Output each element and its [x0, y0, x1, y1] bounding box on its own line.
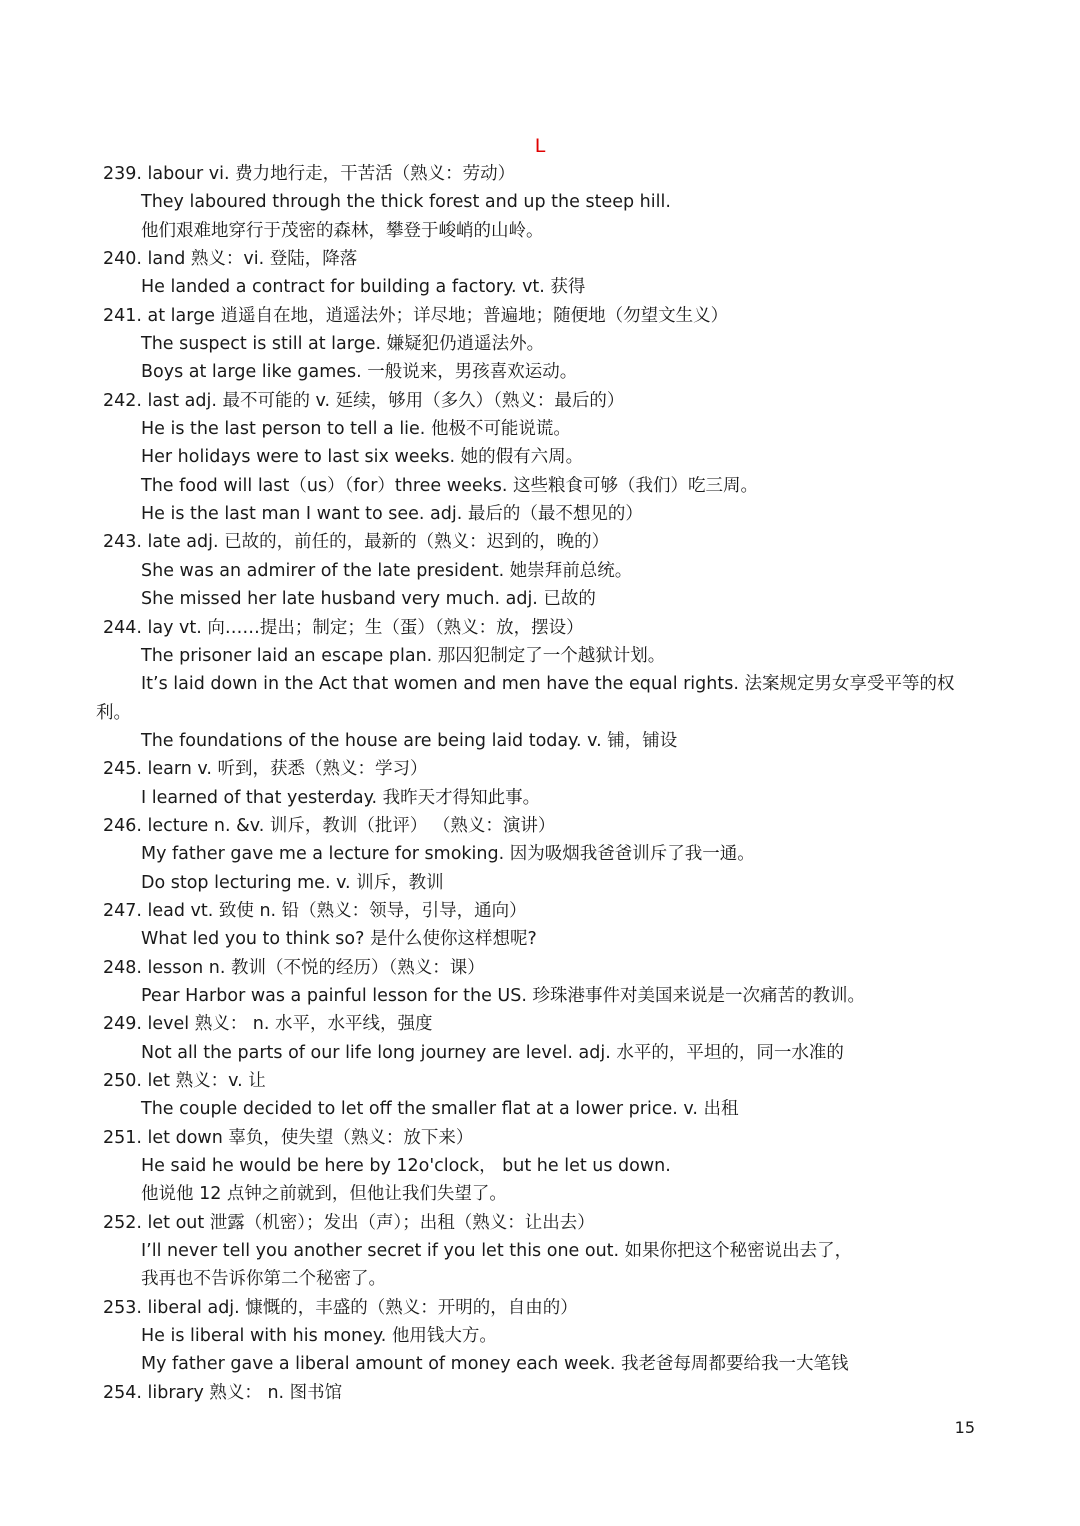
example-line: He is the last man I want to see. adj. 最后的（最不想见的） — [141, 504, 643, 525]
entry-line: 254. library 熟义： n. 图书馆 — [103, 1382, 343, 1403]
entry-line: 245. learn v. 听到，获悉（熟义：学习） — [103, 759, 428, 780]
vocabulary-list — [96, 160, 983, 1407]
example-line: The foundations of the house are being laid today. v. 铺，铺设 — [141, 730, 678, 751]
section-letter: L — [534, 135, 546, 157]
example-line: She was an admirer of the late president. 她崇拜前总统。 — [141, 560, 633, 581]
entry-line: 251. let down 辜负，使失望（熟义：放下来） — [103, 1127, 474, 1148]
example-line: Boys at large like games. 一般说来，男孩喜欢运动。 — [141, 362, 578, 383]
entry-line: 250. let 熟义：v. 让 — [103, 1071, 266, 1091]
example-line: The prisoner laid an escape plan. 那囚犯制定了一个越狱计划。 — [141, 645, 666, 666]
entry-line: 252. let out 泄露（机密）；发出（声）；出租（熟义：让出去） — [103, 1212, 595, 1233]
page-number: 15 — [954, 1418, 975, 1437]
entry-line: 253. liberal adj. 慷慨的，丰盛的（熟义：开明的，自由的） — [103, 1297, 578, 1318]
entry-line: 247. lead vt. 致使 n. 铅（熟义：领导，引导，通向） — [103, 900, 527, 921]
example-line: I learned of that yesterday. 我昨天才得知此事。 — [141, 787, 541, 808]
example-line: She missed her late husband very much. adj. 已故的 — [141, 589, 596, 610]
entry-line: 243. late adj. 已故的，前任的，最新的（熟义：迟到的，晚的） — [103, 532, 610, 553]
example-line: The food will last（us）（for）three weeks. 这些粮食可够（我们）吃三周。 — [141, 475, 758, 496]
entry-line: 249. level 熟义： n. 水平，水平线，强度 — [103, 1014, 433, 1035]
example-line: Pear Harbor was a painful lesson for the US. 珍珠港事件对美国来说是一次痛苦的教训。 — [141, 985, 865, 1006]
example-line: The suspect is still at large. 嫌疑犯仍逍遥法外。 — [141, 334, 545, 355]
entry-line: 242. last adj. 最不可能的 v. 延续，够用（多久）（熟义：最后的） — [103, 390, 625, 411]
example-line: Not all the parts of our life long journey are level. adj. 水平的，平坦的，同一水准的 — [141, 1042, 844, 1063]
entry-line: 利。 — [96, 702, 131, 723]
example-line: He is liberal with his money. 他用钱大方。 — [141, 1326, 497, 1347]
entry-line: 239. labour vi. 费力地行走，干苦活（熟义：劳动） — [103, 164, 516, 184]
entry-line: 248. lesson n. 教训（不悦的经历）（熟义：课） — [103, 957, 485, 978]
entry-line: 240. land 熟义：vi. 登陆，降落 — [103, 249, 358, 270]
example-line: My father gave me a lecture for smoking. 因为吸烟我爸爸训斥了我一通。 — [141, 844, 755, 865]
example-line: Do stop lecturing me. v. 训斥，教训 — [141, 872, 444, 893]
example-line: It’s laid down in the Act that women and men have the equal rights. 法案规定男女享受平等的权 — [141, 674, 955, 695]
example-line: 我再也不告诉你第二个秘密了。 — [141, 1269, 386, 1290]
example-line: He landed a contract for building a factory. vt. 获得 — [141, 277, 586, 298]
example-line: 他们艰难地穿行于茂密的森林，攀登于峻峭的山岭。 — [141, 220, 544, 241]
example-line: He is the last person to tell a lie. 他极不可能说谎。 — [141, 419, 571, 440]
entry-line: 241. at large 逍遥自在地，逍遥法外；详尽地；普遍地；随便地（勿望文生义） — [103, 305, 729, 326]
example-line: I’ll never tell you another secret if you let this one out. 如果你把这个秘密说出去了， — [141, 1241, 853, 1262]
example-line: 他说他 12 点钟之前就到，但他让我们失望了。 — [141, 1184, 507, 1205]
example-line: Her holidays were to last six weeks. 她的假有六周。 — [141, 447, 584, 468]
entry-line: 244. lay vt. 向……提出；制定；生（蛋）（熟义：放，摆设） — [103, 617, 584, 638]
example-line: My father gave a liberal amount of money each week. 我老爸每周都要给我一大笔钱 — [141, 1354, 849, 1375]
example-line: What led you to think so? 是什么使你这样想呢? — [141, 929, 537, 950]
example-line: The couple decided to let off the smaller flat at a lower price. v. 出租 — [141, 1099, 739, 1120]
example-line: He said he would be here by 12o'clock， but he let us down. — [141, 1156, 671, 1177]
example-line: They laboured through the thick forest and up the steep hill. — [141, 192, 671, 213]
entry-line: 246. lecture n. &v. 训斥，教训（批评） （熟义：演讲） — [103, 815, 556, 836]
